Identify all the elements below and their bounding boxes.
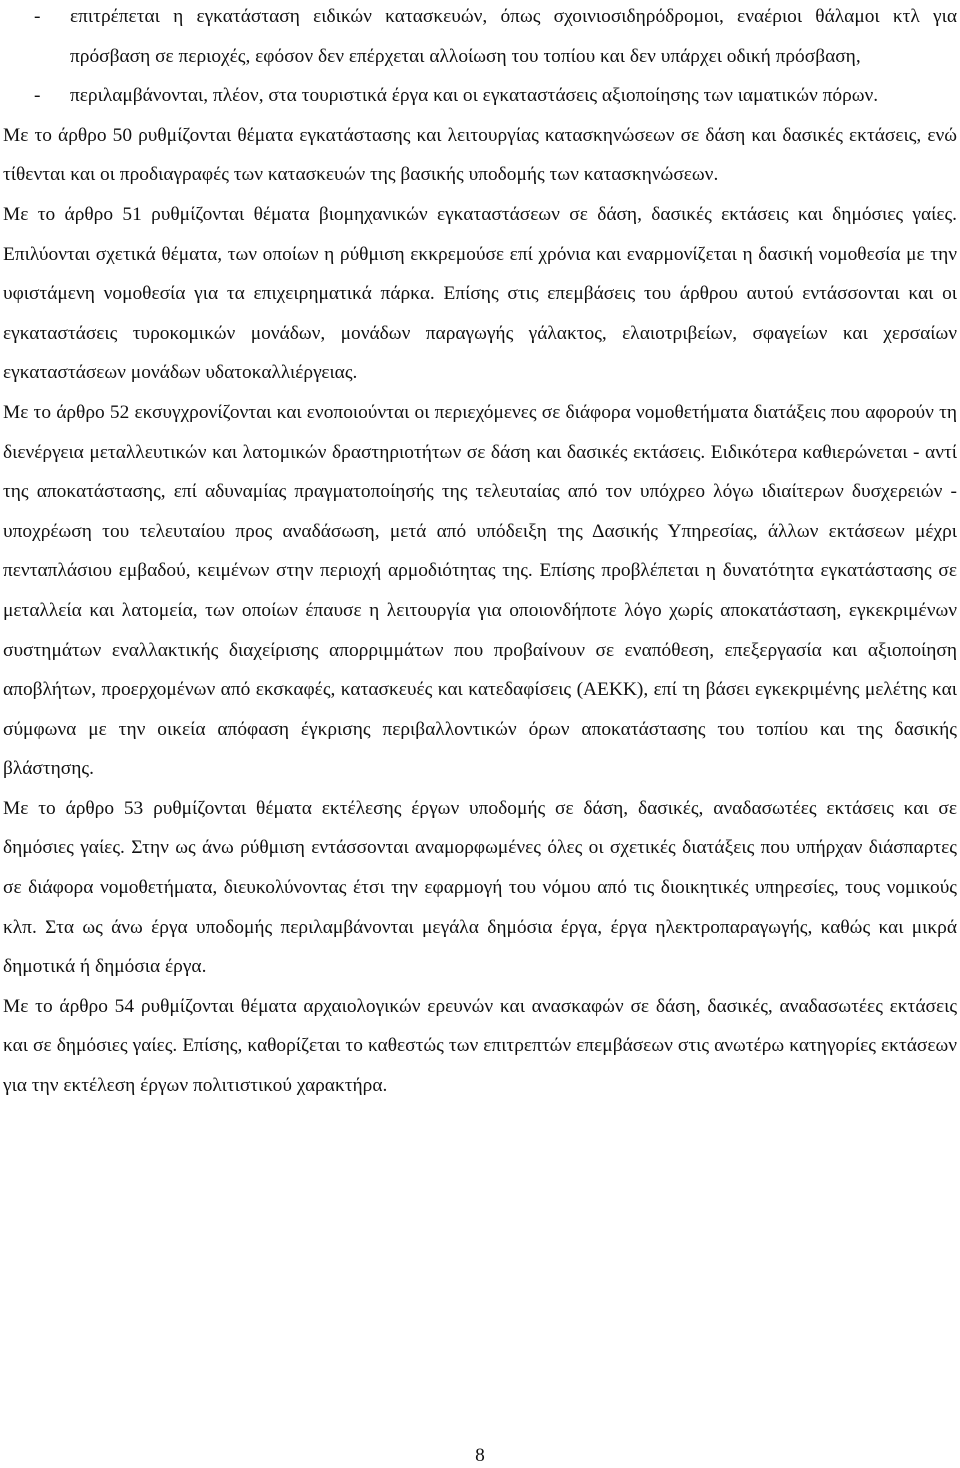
bullet-dash: -	[34, 85, 41, 107]
bullet-item	[3, 0, 957, 76]
paragraph-article-53: Με το άρθρο 53 ρυθμίζονται θέματα εκτέλεσης έργων υποδομής σε δάση, δασικές, αναδασωτέες εκτάσεις και σε δημόσιες γαίες. Στην ως άνω ρύθμιση εντάσσονται αναμορφωμένες όλες οι σχετικές διατάξεις που υπήρχαν διάσπαρτες σε διάφορα νομοθετήματα, διευκολύνοντας έτσι την εφαρμογή του νόμου από τις διοικητικές υπηρεσίες, τους νομικούς κλπ. Στα ως άνω έργα υποδομής περιλαμβάνονται μεγάλα δημόσια έργα, έργα ηλεκτροπαραγωγής, καθώς και μικρά δημοτικά ή δημόσια έργα.	[3, 797, 957, 978]
bullet-item	[3, 76, 957, 116]
page-body	[3, 0, 957, 1106]
page-number: 8	[475, 1445, 485, 1466]
bullet-text: περιλαμβάνονται, πλέον, στα τουριστικά έργα και οι εγκαταστάσεις αξιοποίησης των ιαματικών πόρων.	[70, 85, 879, 107]
paragraph-article-51: Με το άρθρο 51 ρυθμίζονται θέματα βιομηχανικών εγκαταστάσεων σε δάση, δασικές εκτάσεις και δημόσιες γαίες. Επιλύονται σχετικά θέματα, των οποίων η ρύθμιση εκκρεμούσε επί χρόνια και εναρμονίζεται η δασική νομοθεσία με την υφιστάμενη νομοθεσία για τα επιχειρηματικά πάρκα. Επίσης στις επεμβάσεις του άρθρου αυτού εντάσσονται και οι εγκαταστάσεις τυροκομικών μονάδων, μονάδων παραγωγής γάλακτος, ελαιοτριβείων, σφαγείων και χερσαίων εγκαταστάσεων μονάδων υδατοκαλλιέργειας.	[3, 203, 957, 384]
paragraph-article-52: Με το άρθρο 52 εκσυγχρονίζονται και ενοποιούνται οι περιεχόμενες σε διάφορα νομοθετήματα διατάξεις που αφορούν τη διενέργεια μεταλλευτικών και λατομικών δραστηριοτήτων σε δάση και δασικές εκτάσεις. Ειδικότερα καθιερώνεται - αντί της αποκατάστασης, επί αδυναμίας πραγματοποίησής της τελευταίας από τον υπόχρεο λόγω ιδιαίτερων δυσχερειών - υποχρέωση του τελευταίου προς αναδάσωση, μετά από υπόδειξη της Δασικής Υπηρεσίας, άλλων εκτάσεων μέχρι πενταπλάσιου εμβαδού, κειμένων στην περιοχή αρμοδιότητας της. Επίσης προβλέπεται η δυνατότητα εγκατάστασης σε μεταλλεία και λατομεία, των οποίων έπαυσε η λειτουργία για οποιονδήποτε λόγο χωρίς αποκατάσταση, εγκεκριμένων συστημάτων εναλλακτικής διαχείρισης απορριμμάτων που προβαίνουν σε εναπόθεση, επεξεργασία και αξιοποίηση αποβλήτων, προερχομένων από εκσκαφές, κατασκευές και κατεδαφίσεις (ΑΕΚΚ), επί τη βάσει εγκεκριμένης μελέτης και σύμφωνα με την οικεία απόφαση έγκρισης περιβαλλοντικών όρων αποκατάστασης του τοπίου και της δασικής βλάστησης.	[3, 401, 957, 780]
paragraph-article-50: Με το άρθρο 50 ρυθμίζονται θέματα εγκατάστασης και λειτουργίας κατασκηνώσεων σε δάση και δασικές εκτάσεις, ενώ τίθενται και οι προδιαγραφές των κατασκευών της βασικής υποδομής των κατασκηνώσεων.	[3, 124, 957, 186]
paragraph-article-54: Με το άρθρο 54 ρυθμίζονται θέματα αρχαιολογικών ερευνών και ανασκαφών σε δάση, δασικές, αναδασωτέες εκτάσεις και σε δημόσιες γαίες. Επίσης, καθορίζεται το καθεστώς των επιτρεπτών επεμβάσεων στις ανωτέρω κατηγορίες εκτάσεων για την εκτέλεση έργων πολιτιστικού χαρακτήρα.	[3, 995, 957, 1097]
bullet-dash: -	[34, 6, 41, 27]
bullet-text: επιτρέπεται η εγκατάσταση ειδικών κατασκευών, όπως σχοινιοσιδηρόδρομοι, εναέριοι θάλαμοι κτλ για πρόσβαση σε περιοχές, εφόσον δεν επέρχεται αλλοίωση του τοπίου και δεν υπάρχει οδική πρόσβαση,	[70, 6, 957, 67]
